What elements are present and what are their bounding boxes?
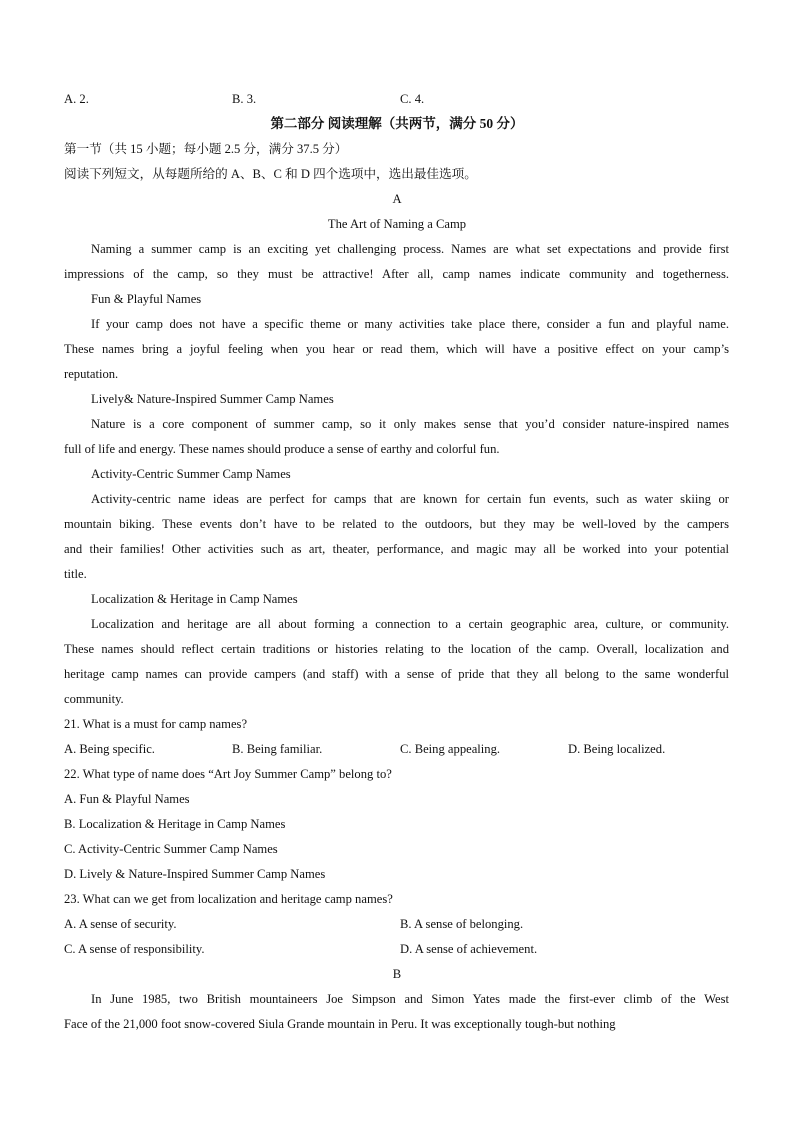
passage-a-line: full of life and energy. These names should produce a sense of earthy and colorful fun. xyxy=(64,442,500,456)
passage-a-label: A xyxy=(392,192,402,206)
question-21-stem: 21. What is a must for camp names? xyxy=(64,717,248,731)
prev-question-option-a: A. 2. xyxy=(64,92,89,106)
passage-a-subheading: Lively& Nature-Inspired Summer Camp Names xyxy=(91,392,334,406)
passage-b-line: Face of the 21,000 foot snow-covered Siula Grande mountain in Peru. It was exceptionally tough-but nothing xyxy=(64,1017,616,1031)
passage-a-line: heritage camp names can provide campers (and staff) with a sense of pride that they all belong to the same wonderful xyxy=(64,667,729,681)
passage-a-line: mountain biking. These events don’t have to be related to the outdoors, but they may be well-loved by the campers xyxy=(64,517,729,531)
passage-a-subheading: Localization & Heritage in Camp Names xyxy=(91,592,298,606)
instructions: 阅读下列短文，从每题所给的 A、B、C 和 D 四个选项中，选出最佳选项。 xyxy=(64,167,477,181)
prev-question-option-b: B. 3. xyxy=(232,92,257,106)
passage-a-line: Nature is a core component of summer camp, so it only makes sense that you’d consider nature-inspired names xyxy=(91,417,729,431)
part-title: 第二部分 阅读理解（共两节，满分 50 分） xyxy=(270,116,524,131)
question-21-option-b: B. Being familiar. xyxy=(232,742,323,756)
question-22-option-b: B. Localization & Heritage in Camp Names xyxy=(64,817,286,831)
passage-a-title: The Art of Naming a Camp xyxy=(327,217,467,231)
question-22-option-c: C. Activity-Centric Summer Camp Names xyxy=(64,842,278,856)
question-23-stem: 23. What can we get from localization and heritage camp names? xyxy=(64,892,393,906)
passage-a-line: These names bring a joyful feeling when you hear or read them, which will have a positive effect on your camp’s xyxy=(64,342,729,356)
prev-question-option-c: C. 4. xyxy=(400,92,425,106)
passage-a-line: Naming a summer camp is an exciting yet challenging process. Names are what set expectations and provide first xyxy=(91,242,729,256)
question-22-option-d: D. Lively & Nature-Inspired Summer Camp Names xyxy=(64,867,326,881)
question-22-option-a: A. Fun & Playful Names xyxy=(64,792,190,806)
question-22-stem: 22. What type of name does “Art Joy Summer Camp” belong to? xyxy=(64,767,392,781)
passage-a-line: If your camp does not have a specific theme or many activities take place there, consider a fun and playful name. xyxy=(91,317,729,331)
passage-a-line: These names should reflect certain traditions or histories relating to the location of the camp. Overall, localization and xyxy=(64,642,729,656)
question-21-option-d: D. Being localized. xyxy=(568,742,666,756)
passage-a-line: Activity-centric name ideas are perfect for camps that are known for certain fun events, such as water skiing or xyxy=(91,492,729,506)
passage-b-line: In June 1985, two British mountaineers Joe Simpson and Simon Yates made the first-ever climb of the West xyxy=(91,992,729,1006)
question-23-option-b: B. A sense of belonging. xyxy=(400,917,524,931)
passage-a-line: title. xyxy=(64,567,87,581)
question-23-option-a: A. A sense of security. xyxy=(64,917,177,931)
section-info: 第一节（共 15 小题；每小题 2.5 分，满分 37.5 分） xyxy=(64,142,348,156)
question-21-option-c: C. Being appealing. xyxy=(400,742,501,756)
passage-a-line: and their families! Other activities such as art, theater, performance, and magic may all be worked into your potential xyxy=(64,542,729,556)
passage-a-line: Localization and heritage are all about forming a connection to a certain geographic area, culture, or community. xyxy=(91,617,729,631)
passage-b-label: B xyxy=(392,967,402,981)
passage-a-line: impressions of the camp, so they must be attractive! After all, camp names indicate community and togetherness. xyxy=(64,267,729,281)
passage-a-subheading: Activity-Centric Summer Camp Names xyxy=(91,467,291,481)
passage-a-line: community. xyxy=(64,692,124,706)
question-21-option-a: A. Being specific. xyxy=(64,742,155,756)
question-23-option-d: D. A sense of achievement. xyxy=(400,942,538,956)
passage-a-subheading: Fun & Playful Names xyxy=(91,292,202,306)
question-23-option-c: C. A sense of responsibility. xyxy=(64,942,205,956)
passage-a-line: reputation. xyxy=(64,367,119,381)
